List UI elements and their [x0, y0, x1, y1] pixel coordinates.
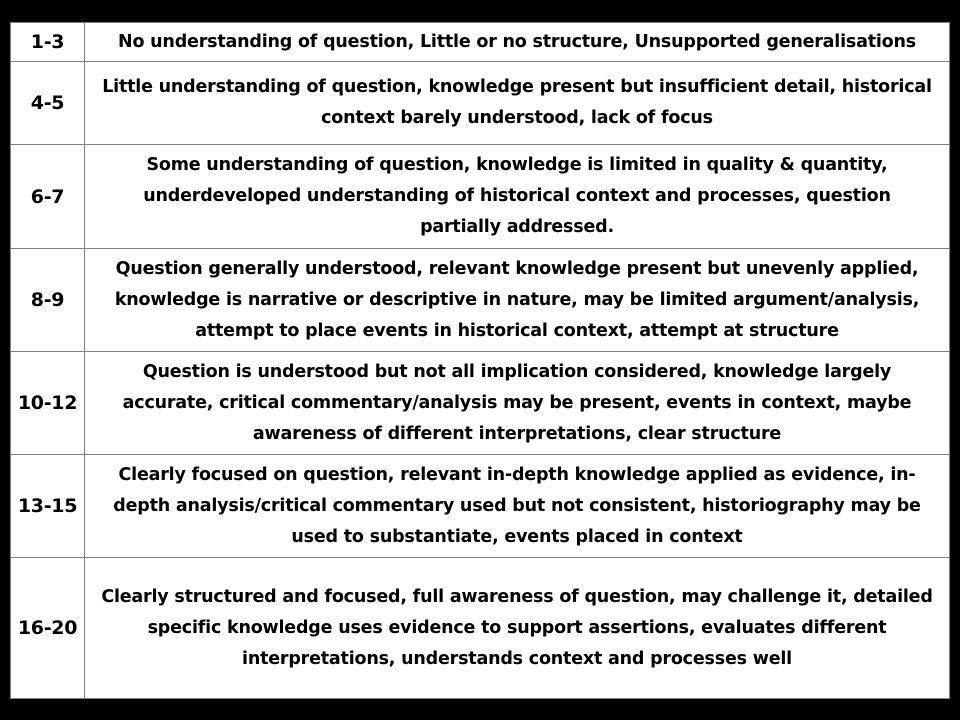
- descriptor-line: Little understanding of question, knowledge present but insufficient detail, historical: [102, 77, 932, 97]
- descriptor-line: Question is understood but not all implication considered, knowledge largely: [142, 361, 892, 382]
- descriptor-line: attempt to place events in historical context, attempt at structure: [195, 320, 839, 341]
- mark-band: 1-3: [11, 23, 85, 62]
- descriptor-line: underdeveloped understanding of historical context and processes, question: [143, 186, 891, 206]
- mark-band: 10-12: [11, 352, 85, 455]
- table-row: [11, 249, 950, 352]
- descriptor-line: depth analysis/critical commentary used but not consistent, historiography may be: [113, 495, 921, 516]
- descriptor-line: Some understanding of question, knowledge is limited in quality & quantity,: [146, 155, 888, 175]
- descriptor-line: context barely understood, lack of focus: [321, 108, 713, 128]
- descriptor-line: No understanding of question, Little or no structure, Unsupported generalisations: [118, 31, 916, 52]
- descriptor-line: accurate, critical commentary/analysis may be present, events in context, maybe: [122, 392, 912, 413]
- band-descriptor: [85, 23, 950, 62]
- mark-band: 4-5: [11, 62, 85, 145]
- band-descriptor: [85, 455, 950, 558]
- descriptor-line: used to substantiate, events placed in context: [291, 526, 743, 547]
- descriptor-line: Clearly focused on question, relevant in-depth knowledge applied as evidence, in-: [118, 464, 916, 485]
- band-descriptor: [85, 352, 950, 455]
- mark-band: 16-20: [11, 558, 85, 699]
- table-row: [11, 558, 950, 699]
- descriptor-line: Question generally understood, relevant knowledge present but unevenly applied,: [115, 258, 919, 279]
- band-descriptor: [85, 62, 950, 145]
- band-descriptor: [85, 249, 950, 352]
- band-descriptor: [85, 145, 950, 249]
- mark-band: 6-7: [11, 145, 85, 249]
- mark-band: 13-15: [11, 455, 85, 558]
- descriptor-line: partially addressed.: [420, 217, 614, 237]
- table-row: [11, 145, 950, 249]
- descriptor-line: awareness of different interpretations, clear structure: [252, 423, 782, 444]
- descriptor-line: Clearly structured and focused, full awareness of question, may challenge it, detailed: [101, 586, 933, 607]
- descriptor-line: interpretations, understands context and processes well: [242, 648, 792, 669]
- descriptor-line: specific knowledge uses evidence to support assertions, evaluates different: [147, 617, 887, 638]
- mark-band: 8-9: [11, 249, 85, 352]
- table-row: [11, 352, 950, 455]
- mark-scheme-table: [10, 22, 950, 699]
- table-row: [11, 455, 950, 558]
- slide: [10, 22, 950, 698]
- table-row: [11, 62, 950, 145]
- band-descriptor: [85, 558, 950, 699]
- descriptor-line: knowledge is narrative or descriptive in nature, may be limited argument/analysis,: [114, 289, 920, 310]
- table-row: [11, 23, 950, 62]
